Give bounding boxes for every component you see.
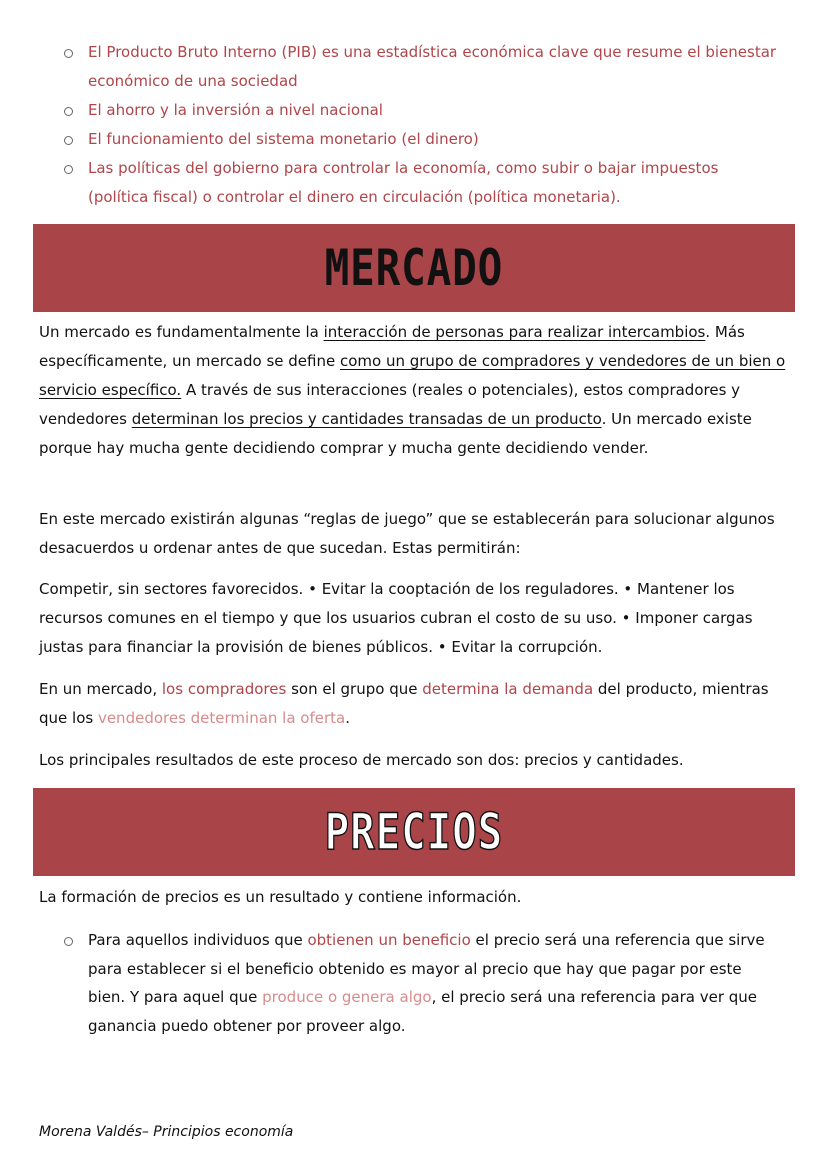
mercado-banner bbox=[33, 224, 795, 312]
highlight-buyers: los compradores bbox=[161, 680, 287, 698]
mercado-heading: MERCADO bbox=[324, 239, 504, 297]
underlined-phrase: determinan los precios y cantidades transadas de un producto bbox=[131, 410, 602, 428]
highlight-supply: vendedores determinan la oferta bbox=[97, 709, 346, 727]
circle-bullet-icon bbox=[64, 937, 73, 946]
highlight-produce: produce o genera algo bbox=[262, 988, 432, 1006]
results-paragraph: Los principales resultados de este proceso de mercado son dos: precios y cantidades. bbox=[39, 751, 684, 769]
circle-bullet-icon bbox=[64, 49, 73, 58]
buyers-sellers-paragraph: En un mercado, los compradores son el grupo que determina la demanda del producto, mientras que los vendedores determinan la oferta. bbox=[39, 680, 769, 727]
intro-list bbox=[62, 38, 782, 212]
underlined-phrase: como un grupo de compradores y vendedores de un bien o servicio específico. bbox=[39, 352, 786, 399]
footer-author: Morena Valdés– Principios economía bbox=[39, 1124, 294, 1140]
list-item: Las políticas del gobierno para controlar la economía, como subir o bajar impuestos (política fiscal) o controlar el dinero en circulación (política monetaria). bbox=[62, 154, 782, 212]
precios-heading: PRECIOS bbox=[324, 803, 504, 861]
rules-list-paragraph: Competir, sin sectores favorecidos. • Evitar la cooptación de los reguladores. • Mantener los recursos comunes en el tiempo y que los usuarios cubran el costo de su uso. • Imponer cargas justas para financiar la provisión de bienes públicos. • Evitar la corrupción. bbox=[39, 580, 753, 656]
list-item: El ahorro y la inversión a nivel nacional bbox=[62, 96, 782, 125]
precios-list bbox=[62, 926, 782, 1040]
precios-banner bbox=[33, 788, 795, 876]
precios-intro-paragraph: La formación de precios es un resultado y contiene información. bbox=[39, 888, 522, 906]
list-item: El funcionamiento del sistema monetario (el dinero) bbox=[62, 125, 782, 154]
underlined-phrase: interacción de personas para realizar intercambios bbox=[323, 323, 706, 341]
mercado-definition-paragraph: Un mercado es fundamentalmente la interacción de personas para realizar intercambios. Más específicamente, un mercado se define como un grupo de compradores y vendedores de un bien o servicio específico. A través de sus interacciones (reales o potenciales), estos compradores y vendedores determinan los precios y cantidades transadas de un producto. Un mercado existe porque hay mucha gente decidiendo comprar y mucha gente decidiendo vender. bbox=[39, 323, 786, 457]
circle-bullet-icon bbox=[64, 107, 73, 116]
highlight-benefit: obtienen un beneficio bbox=[307, 931, 471, 949]
list-item: Para aquellos individuos que obtienen un beneficio el precio será una referencia que sirve para establecer si el beneficio obtenido es mayor al precio que hay que pagar por este bien. Y para aquel que produce o genera algo, el precio será una referencia para ver que ganancia puedo obtener por proveer algo. bbox=[62, 926, 782, 1040]
list-item: El Producto Bruto Interno (PIB) es una estadística económica clave que resume el bienestar económico de una sociedad bbox=[62, 38, 782, 96]
highlight-demand: determina la demanda bbox=[422, 680, 594, 698]
circle-bullet-icon bbox=[64, 136, 73, 145]
circle-bullet-icon bbox=[64, 165, 73, 174]
rules-paragraph: En este mercado existirán algunas “reglas de juego” que se establecerán para solucionar algunos desacuerdos u ordenar antes de que sucedan. Estas permitirán: bbox=[39, 510, 775, 557]
